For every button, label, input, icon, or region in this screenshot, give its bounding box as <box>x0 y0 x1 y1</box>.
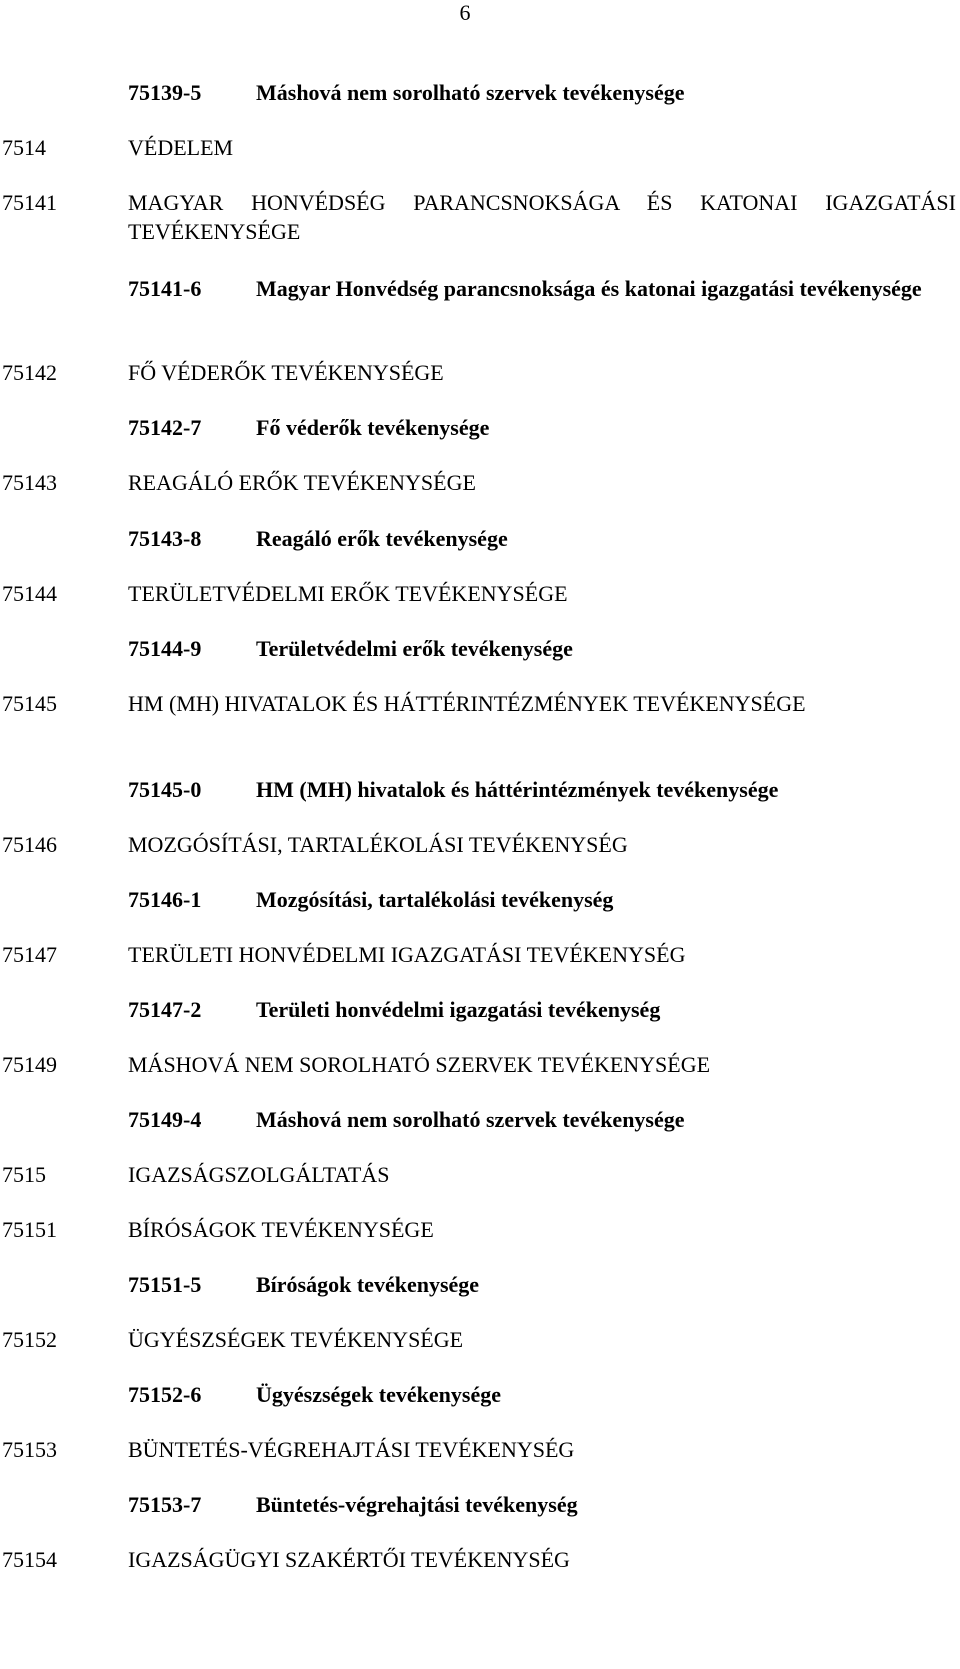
entry-code: 75151-5 <box>128 1272 202 1297</box>
entry-title: IGAZSÁGÜGYI SZAKÉRTŐI TEVÉKENYSÉG <box>128 1547 570 1572</box>
entry-title: VÉDELEM <box>128 135 234 160</box>
entry-title: HM (MH) hivatalok és háttérintézmények tevékenysége <box>256 777 779 802</box>
entry-title: Magyar Honvédség parancsnoksága és katonai igazgatási tevékenysége <box>256 276 922 301</box>
entry-title: Ügyészségek tevékenysége <box>256 1382 501 1407</box>
entry-code: 75149 <box>2 1052 57 1077</box>
entry-code: 75147 <box>2 942 57 967</box>
entry-code: 75139-5 <box>128 80 202 105</box>
entry-code: 75143-8 <box>128 526 202 551</box>
entry-title: MOZGÓSÍTÁSI, TARTALÉKOLÁSI TEVÉKENYSÉG <box>128 832 628 857</box>
entry-code: 75144 <box>2 581 57 606</box>
entry-title: Területvédelmi erők tevékenysége <box>256 636 573 661</box>
entry-title: Büntetés-végrehajtási tevékenység <box>256 1492 578 1517</box>
entry-code: 75143 <box>2 470 57 495</box>
entry-code: 75153-7 <box>128 1492 202 1517</box>
entry-title: MAGYAR HONVÉDSÉG PARANCSNOKSÁGA ÉS KATONAI IGAZGATÁSI TEVÉKENYSÉGE <box>128 190 956 244</box>
entry-title: ÜGYÉSZSÉGEK TEVÉKENYSÉGE <box>128 1327 464 1352</box>
entry-title: REAGÁLÓ ERŐK TEVÉKENYSÉGE <box>128 470 476 495</box>
entry-title: BÍRÓSÁGOK TEVÉKENYSÉGE <box>128 1217 434 1242</box>
entry-title: Fő véderők tevékenysége <box>256 415 490 440</box>
entry-title: TERÜLETI HONVÉDELMI IGAZGATÁSI TEVÉKENYSÉG <box>128 942 686 967</box>
entry-code: 75152 <box>2 1327 57 1352</box>
entry-code: 7514 <box>2 135 46 160</box>
entry-code: 75151 <box>2 1217 57 1242</box>
entry-code: 7515 <box>2 1162 46 1187</box>
entry-code: 75153 <box>2 1437 57 1462</box>
entry-title: Máshová nem sorolható szervek tevékenysége <box>256 1107 685 1132</box>
page-number: 6 <box>459 0 471 25</box>
entry-title: Területi honvédelmi igazgatási tevékenység <box>256 997 661 1022</box>
entry-code: 75147-2 <box>128 997 202 1022</box>
entry-code: 75145-0 <box>128 777 202 802</box>
entry-title: Mozgósítási, tartalékolási tevékenység <box>256 887 614 912</box>
entry-title: Reagáló erők tevékenysége <box>256 526 508 551</box>
entry-code: 75141-6 <box>128 276 202 301</box>
entry-code: 75149-4 <box>128 1107 202 1132</box>
entry-title: TERÜLETVÉDELMI ERŐK TEVÉKENYSÉGE <box>128 581 568 606</box>
entry-code: 75142 <box>2 360 57 385</box>
entry-title: MÁSHOVÁ NEM SOROLHATÓ SZERVEK TEVÉKENYSÉGE <box>128 1052 711 1077</box>
entry-code: 75142-7 <box>128 415 202 440</box>
entry-code: 75141 <box>2 190 57 215</box>
entry-title: BÜNTETÉS-VÉGREHAJTÁSI TEVÉKENYSÉG <box>128 1437 575 1462</box>
entry-code: 75152-6 <box>128 1382 202 1407</box>
entry-title: Bíróságok tevékenysége <box>256 1272 480 1297</box>
entry-title: HM (MH) HIVATALOK ÉS HÁTTÉRINTÉZMÉNYEK TEVÉKENYSÉGE <box>128 691 806 716</box>
entry-code: 75146-1 <box>128 887 202 912</box>
entry-title: FŐ VÉDERŐK TEVÉKENYSÉGE <box>128 360 444 385</box>
entry-code: 75144-9 <box>128 636 202 661</box>
entry-code: 75154 <box>2 1547 57 1572</box>
entry-title: Máshová nem sorolható szervek tevékenysége <box>256 80 685 105</box>
entry-title: IGAZSÁGSZOLGÁLTATÁS <box>128 1162 390 1187</box>
entry-code: 75145 <box>2 691 57 716</box>
entry-code: 75146 <box>2 832 57 857</box>
